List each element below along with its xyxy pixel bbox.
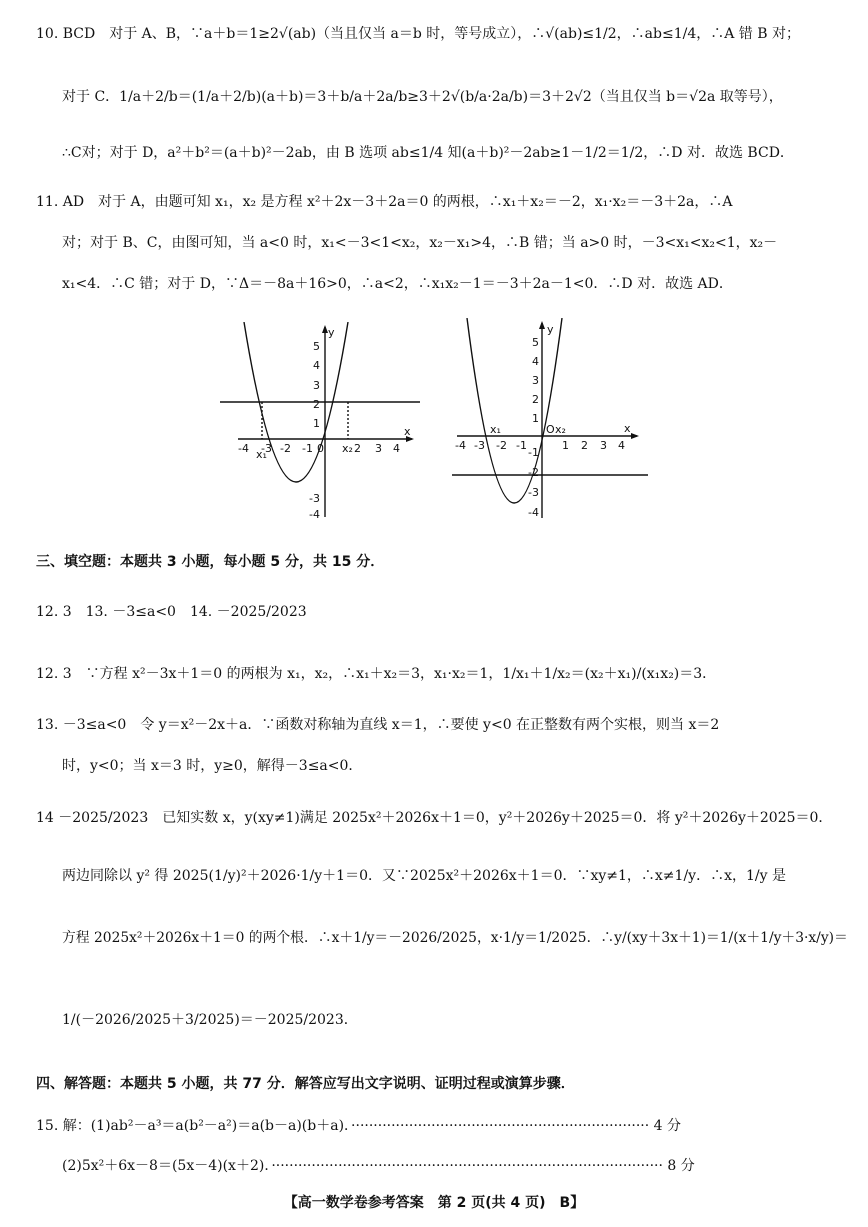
left-x-tick: -4 <box>238 442 249 455</box>
right-y-axis-label: y <box>547 323 554 336</box>
right-y-tick: -3 <box>528 486 539 499</box>
answer-13-line-1: 13. －3≤a<0 令 y＝x²－2x＋a．∵函数对称轴为直线 x＝1，∴要使 y<0 在正整数有两个实根，则当 x＝2 <box>36 717 720 733</box>
left-y-tick: 4 <box>313 359 320 372</box>
right-x1-label: x₁ <box>490 423 501 436</box>
left-y-tick: 2 <box>313 398 320 411</box>
right-y-tick: 2 <box>532 393 539 406</box>
answer-11-line-1: 11. AD 对于 A，由题可知 x₁，x₂ 是方程 x²＋2x－3＋2a＝0 的两根，∴x₁＋x₂＝－2，x₁·x₂＝－3＋2a，∴A <box>36 194 733 210</box>
graph-left <box>220 322 430 522</box>
answer-14-line-2: 两边同除以 y² 得 2025(1/y)²＋2026·1/y＋1＝0．又∵2025x²＋2026x＋1＝0．∵xy≠1，∴x≠1/y．∴x，1/y 是 <box>62 868 786 884</box>
right-x-tick: -1 <box>516 439 527 452</box>
graph-right <box>452 318 652 523</box>
right-y-tick: -4 <box>528 506 539 519</box>
left-y-tick: 5 <box>313 340 320 353</box>
right-x-tick: -2 <box>496 439 507 452</box>
right-x-tick: 3 <box>600 439 607 452</box>
left-x-tick: 3 <box>375 442 382 455</box>
right-y-tick: 4 <box>532 355 539 368</box>
page-footer: 【高一数学卷参考答案 第 2 页(共 4 页) B】 <box>283 1195 585 1211</box>
answer-12: 12. 3 ∵方程 x²－3x＋1＝0 的两根为 x₁，x₂，∴x₁＋x₂＝3，x₁·x₂＝1，1/x₁＋1/x₂＝(x₂＋x₁)/(x₁x₂)＝3． <box>36 666 717 682</box>
left-y-axis-label: y <box>328 326 335 339</box>
answer-10-line-3: ∴C对；对于 D，a²＋b²＝(a＋b)²－2ab，由 B 选项 ab≤1/4 知(a＋b)²－2ab≥1－1/2＝1/2，∴D 对．故选 BCD． <box>62 145 794 161</box>
right-x-tick: -3 <box>474 439 485 452</box>
right-x-tick: 1 <box>562 439 569 452</box>
answer-13-line-2: 时，y<0；当 x＝3 时，y≥0，解得－3≤a<0． <box>62 758 363 774</box>
left-x-axis-label: x <box>404 425 411 438</box>
left-x-tick: 2 <box>354 442 361 455</box>
right-x-axis-label: x <box>624 422 631 435</box>
right-y-tick: 5 <box>532 336 539 349</box>
answer-14-line-4: 1/(－2026/2025＋3/2025)＝－2025/2023． <box>62 1012 358 1028</box>
left-x-tick: 0 <box>317 442 324 455</box>
answer-14-line-1: 14 －2025/2023 已知实数 x，y(xy≠1)满足 2025x²＋2026x＋1＝0，y²＋2026y＋2025＝0．将 y²＋2026y＋2025＝0． <box>36 810 833 826</box>
right-x-tick: -4 <box>455 439 466 452</box>
right-y-tick: -2 <box>528 466 539 479</box>
left-x2-label: x₂ <box>342 442 353 455</box>
left-x-tick: -2 <box>280 442 291 455</box>
answer-15-part-2: (2)5x²＋6x－8＝(5x－4)(x＋2)．························································································ 8 分 <box>62 1158 695 1174</box>
answer-15-part-1: 15. 解：(1)ab²－a³＝a(b²－a²)＝a(b－a)(b＋a)．··································································· 4 分 <box>36 1118 682 1134</box>
right-y-tick: -1 <box>528 446 539 459</box>
right-x2-label: x₂ <box>555 423 566 436</box>
answer-11-line-2: 对；对于 B、C，由图可知，当 a<0 时，x₁<－3<1<x₂，x₂－x₁>4，∴B 错；当 a>0 时，－3<x₁<x₂<1，x₂－ <box>62 235 778 251</box>
right-y-tick: 3 <box>532 374 539 387</box>
left-x-tick: -3 <box>261 442 272 455</box>
left-y-tick: 3 <box>313 379 320 392</box>
right-y-tick: 1 <box>532 412 539 425</box>
section-3-heading: 三、填空题：本题共 3 小题，每小题 5 分，共 15 分． <box>36 554 385 570</box>
left-x-tick: 4 <box>393 442 400 455</box>
answer-10-line-1: 10. BCD 对于 A、B，∵a＋b＝1≥2√(ab)（当且仅当 a＝b 时，等号成立），∴√(ab)≤1/2，∴ab≤1/4，∴A 错 B 对； <box>36 26 800 42</box>
fill-in-answers: 12. 3 13. －3≤a<0 14. －2025/2023 <box>36 604 307 620</box>
left-y-tick: -4 <box>309 508 320 521</box>
section-4-heading: 四、解答题：本题共 5 小题，共 77 分．解答应写出文字说明、证明过程或演算步骤． <box>36 1076 575 1092</box>
right-origin-label: O <box>546 423 555 436</box>
left-x1-label: x₁ <box>256 448 267 461</box>
answer-14-line-3: 方程 2025x²＋2026x＋1＝0 的两个根．∴x＋1/y＝－2026/2025，x·1/y＝1/2025．∴y/(xy＋3x＋1)＝1/(x＋1/y＋3·x/y)＝ <box>62 930 848 946</box>
left-x-tick: -1 <box>302 442 313 455</box>
right-x-tick: 2 <box>581 439 588 452</box>
answer-10-line-2: 对于 C．1/a＋2/b＝(1/a＋2/b)(a＋b)＝3＋b/a＋2a/b≥3＋2√(b/a·2a/b)＝3＋2√2（当且仅当 b＝√2a 取等号）， <box>62 89 783 105</box>
left-y-tick: 1 <box>313 417 320 430</box>
left-y-tick: -3 <box>309 492 320 505</box>
answer-11-line-3: x₁<4．∴C 错；对于 D，∵Δ＝－8a＋16>0，∴a<2，∴x₁x₂－1＝－3＋2a－1<0．∴D 对．故选 AD． <box>62 276 733 292</box>
right-x-tick: 4 <box>618 439 625 452</box>
